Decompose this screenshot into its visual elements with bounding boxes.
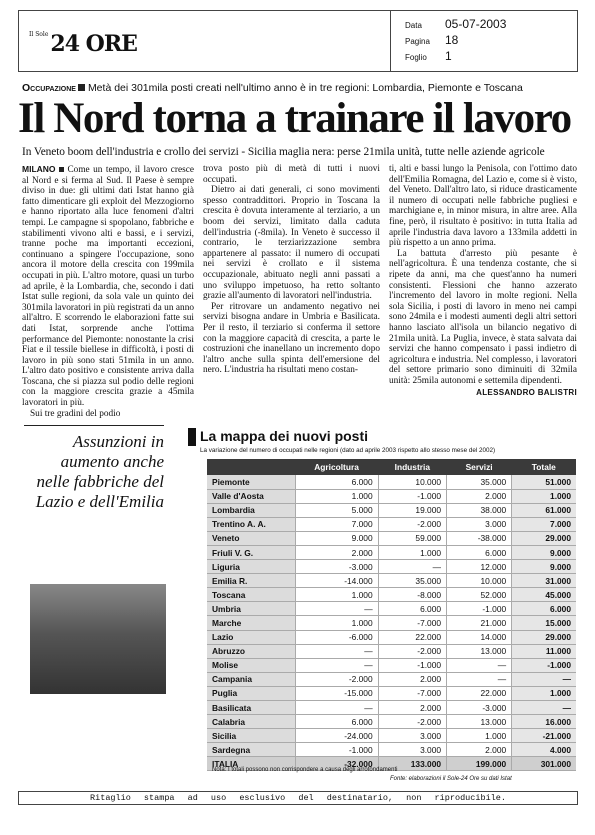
value-cell: 13.000 <box>447 644 512 658</box>
article-subhead: In Veneto boom dell'industria e crollo dei servizi - Sicilia maglia nera: perse 21mila unità, tutte nelle aziende agricole <box>22 146 545 158</box>
column-2-paragraph-1: trova posto più di metà di tutti i nuovi occupati. <box>203 164 380 185</box>
logo-small-text: Il Sole <box>29 31 49 38</box>
total-cell: 15.000 <box>512 616 576 630</box>
date-label: Data <box>405 21 422 30</box>
total-cell: 9.000 <box>512 560 576 574</box>
total-cell: 16.000 <box>512 715 576 729</box>
value-cell: 2.000 <box>447 489 512 503</box>
value-cell: -6.000 <box>295 630 378 644</box>
value-cell: 10.000 <box>447 574 512 588</box>
value-cell: -2.000 <box>378 517 446 531</box>
article-column-3 <box>389 164 577 399</box>
value-cell: 1.000 <box>295 616 378 630</box>
region-cell: Lazio <box>207 630 295 644</box>
factory-photo <box>30 584 166 694</box>
region-cell: Molise <box>207 658 295 672</box>
table-row <box>207 503 576 517</box>
total-cell: 301.000 <box>512 757 576 771</box>
total-cell: 4.000 <box>512 743 576 757</box>
value-cell: -1.000 <box>378 658 446 672</box>
value-cell: 9.000 <box>295 531 378 545</box>
value-cell: -2.000 <box>295 672 378 686</box>
total-cell: 6.000 <box>512 602 576 616</box>
table-title-bar-icon <box>188 428 196 446</box>
value-cell: -7.000 <box>378 616 446 630</box>
total-cell: 45.000 <box>512 588 576 602</box>
table-row <box>207 729 576 743</box>
column-2-paragraph-3: Per ritrovare un andamento negativo nei servizi bisogna andare in Umbria e Basilicata. Per il resto, il terziario si conferma il settore con la maggiore capacità di crescita, a parte le costruzioni che inanellano un incremento dopo l'altro anche sulla spinta dell'emersione del nero. L'industria ha risultati meno costan- <box>203 301 380 376</box>
region-cell: Emilia R. <box>207 574 295 588</box>
table-row <box>207 658 576 672</box>
value-cell: 199.000 <box>447 757 512 771</box>
region-cell: Puglia <box>207 686 295 700</box>
value-cell: -38.000 <box>447 531 512 545</box>
table-subtitle: La variazione del numero di occupati nelle regioni (dato ad aprile 2003 rispetto allo stesso mese del 2002) <box>200 447 496 454</box>
value-cell: 6.000 <box>447 545 512 559</box>
table-note: Nota: I totali possono non corrispondere a causa degli arrotondamenti <box>212 767 398 773</box>
pull-quote-rule <box>24 425 164 426</box>
table-row <box>207 517 576 531</box>
value-cell: 10.000 <box>378 475 446 489</box>
header-servizi: Servizi <box>447 459 512 475</box>
table-row <box>207 644 576 658</box>
value-cell: 1.000 <box>295 489 378 503</box>
value-cell: -8.000 <box>378 588 446 602</box>
clipping-meta <box>405 17 506 65</box>
header-agricoltura: Agricoltura <box>295 459 378 475</box>
value-cell: 133.000 <box>378 757 446 771</box>
table-row <box>207 672 576 686</box>
total-cell: -1.000 <box>512 658 576 672</box>
value-cell: 2.000 <box>447 743 512 757</box>
column-1-paragraph-1 <box>22 164 194 409</box>
value-cell: 59.000 <box>378 531 446 545</box>
value-cell: 6.000 <box>295 475 378 489</box>
table-row <box>207 715 576 729</box>
value-cell: 21.000 <box>447 616 512 630</box>
page-value: 18 <box>445 33 459 47</box>
value-cell: 35.000 <box>378 574 446 588</box>
date-value: 05-07-2003 <box>445 17 507 31</box>
value-cell: 52.000 <box>447 588 512 602</box>
value-cell: 3.000 <box>447 517 512 531</box>
article-column-1 <box>22 164 194 419</box>
page-label: Pagina <box>405 37 430 46</box>
value-cell: -3.000 <box>447 701 512 715</box>
table-row <box>207 489 576 503</box>
value-cell: -1.000 <box>295 743 378 757</box>
value-cell: -2.000 <box>378 644 446 658</box>
value-cell: 35.000 <box>447 475 512 489</box>
total-cell: 9.000 <box>512 545 576 559</box>
table-row <box>207 686 576 700</box>
value-cell: 14.000 <box>447 630 512 644</box>
value-cell: 3.000 <box>378 743 446 757</box>
value-cell: — <box>295 644 378 658</box>
value-cell: -7.000 <box>378 686 446 700</box>
total-cell: 61.000 <box>512 503 576 517</box>
total-cell: 31.000 <box>512 574 576 588</box>
table-row <box>207 560 576 574</box>
dateline: MILANO <box>22 164 56 174</box>
table-row <box>207 630 576 644</box>
value-cell: 3.000 <box>378 729 446 743</box>
table-row <box>207 574 576 588</box>
region-cell: Basilicata <box>207 701 295 715</box>
total-cell: 11.000 <box>512 644 576 658</box>
region-cell: Lombardia <box>207 503 295 517</box>
table-row <box>207 701 576 715</box>
value-cell: -3.000 <box>295 560 378 574</box>
column-2-paragraph-2: Dietro ai dati generali, ci sono movimenti spesso contraddittori. Proprio in Toscana la crescita è dovuta interamente al terziario, a un boom dei servizi, limitato dalla caduta dell'industria (-8mila). In Veneto è successo il contrario, le terziarizzazione sembra appartenere al passato: il numero di occupati nei servizi è crollato e il sistema occupazionale, abituato negli anni passati a uno sviluppo impetuoso, ha retto soltanto grazie all'aumento di lavoratori nell'industria. <box>203 185 380 302</box>
value-cell: — <box>295 658 378 672</box>
value-cell: 7.000 <box>295 517 378 531</box>
value-cell: 22.000 <box>378 630 446 644</box>
total-cell: — <box>512 701 576 715</box>
region-cell: Sicilia <box>207 729 295 743</box>
value-cell: 2.000 <box>295 545 378 559</box>
meta-date-row <box>405 17 506 33</box>
table-title: La mappa dei nuovi posti <box>200 428 369 444</box>
region-cell: Veneto <box>207 531 295 545</box>
value-cell: -1.000 <box>378 489 446 503</box>
header-region <box>207 459 295 475</box>
value-cell: 1.000 <box>295 588 378 602</box>
header-totale: Totale <box>512 459 576 475</box>
total-cell: 51.000 <box>512 475 576 489</box>
table-source: Fonte: elaborazioni il Sole-24 Ore su dati Istat <box>390 776 512 782</box>
meta-sheet-row <box>405 49 506 65</box>
value-cell: — <box>447 672 512 686</box>
region-cell: Abruzzo <box>207 644 295 658</box>
total-cell: 1.000 <box>512 686 576 700</box>
table-row <box>207 531 576 545</box>
square-bullet-icon <box>78 84 85 91</box>
total-cell: -21.000 <box>512 729 576 743</box>
total-cell: — <box>512 672 576 686</box>
table-row <box>207 588 576 602</box>
article-kicker <box>22 82 582 94</box>
value-cell: -14.000 <box>295 574 378 588</box>
total-cell: 29.000 <box>512 531 576 545</box>
value-cell: 6.000 <box>295 715 378 729</box>
region-cell: Piemonte <box>207 475 295 489</box>
value-cell: -15.000 <box>295 686 378 700</box>
region-cell: Valle d'Aosta <box>207 489 295 503</box>
table-row <box>207 545 576 559</box>
meta-page-row <box>405 33 506 49</box>
region-cell: Toscana <box>207 588 295 602</box>
table-row <box>207 743 576 757</box>
value-cell: 1.000 <box>447 729 512 743</box>
region-cell: ITALIA <box>207 757 295 771</box>
value-cell: — <box>295 701 378 715</box>
kicker-text: Metà dei 301mila posti creati nell'ultimo anno è in tre regioni: Lombardia, Piemonte e Toscana <box>87 82 523 94</box>
total-cell: 1.000 <box>512 489 576 503</box>
column-3-paragraph-1: ti, alti e bassi lungo la Penisola, con l'ottimo dato dell'Emilia Romagna, del Lazio e, come si è visto, del Veneto. Dall'altro lato, si riduce drasticamente il numero di occupati nelle fabbriche pugliesi e marchigiane e, in minor misura, in altre aree. Alla fine, però, il risultato è positivo: in tutta Italia ad aprile l'industria dava lavoro a 133mila addetti in più rispetto a un anno prima. <box>389 164 577 249</box>
header-industria: Industria <box>378 459 446 475</box>
value-cell: 12.000 <box>447 560 512 574</box>
region-cell: Campania <box>207 672 295 686</box>
value-cell: 6.000 <box>378 602 446 616</box>
total-cell: 29.000 <box>512 630 576 644</box>
value-cell: 38.000 <box>447 503 512 517</box>
region-cell: Friuli V. G. <box>207 545 295 559</box>
region-cell: Liguria <box>207 560 295 574</box>
value-cell: — <box>295 602 378 616</box>
value-cell: -2.000 <box>378 715 446 729</box>
value-cell: 5.000 <box>295 503 378 517</box>
table-header-row <box>207 459 576 475</box>
square-bullet-icon <box>59 167 64 172</box>
value-cell: 13.000 <box>447 715 512 729</box>
employment-table <box>207 459 576 771</box>
pull-quote: Assunzioni in aumento anche nelle fabbriche del Lazio e dell'Emilia <box>35 432 164 511</box>
total-cell: 7.000 <box>512 517 576 531</box>
value-cell: — <box>378 560 446 574</box>
value-cell: — <box>447 658 512 672</box>
column-1-text-1: Come un tempo, il lavoro cresce al Nord e si ferma al Sud. Il Paese è sempre diviso in due: gli ultimi dati Istat hanno già fatto dimenticare gli exploit del Mezzogiorno e hanno riportato alla luce fenomeni d'altri tempi. Le campagne si spopolano, fabbriche e stabilimenti vivono alti e bassi, e i servizi, tranne poche ma importanti eccezioni, continuano a spingere l'occupazione, sono ancora il motore della crescita con 199mila occupati in più. L'altro motore, quasi un turbo ad aprile, è la Lombardia, che, secondo i dati Istat sulle regioni, da sola vale un quinto dei 301mila lavoratori in più registrati da un anno all'altro. E scorrendo le elaborazioni fatte sui dati Istat, sorprende anche l'ottima performance del Piemonte: nonostante la crisi Fiat e il tessile biellese in difficoltà, i posti di lavoro in più sono stati 51mila in un anno. L'altro dato positivo e consistente arriva dalla Toscana, che si piazza sul podio delle regioni con la maggiore crescita grazie a 45mila lavoratori in più. <box>22 165 194 409</box>
newspaper-logo <box>29 31 137 57</box>
value-cell: 2.000 <box>378 701 446 715</box>
table-body <box>207 475 576 771</box>
column-1-paragraph-2: Sui tre gradini del podio <box>30 408 121 419</box>
column-3-paragraph-2: La battuta d'arresto più pesante è nell'agricoltura. È una tendenza costante, che si ripete da anni, ma che quest'anno ha numeri consistenti. Flessioni che hanno azzerato l'incremento del lavoro in molte regioni. Nella sola Sicilia, i posti di lavoro in meno nei campi sono 24mila e i modesti aumenti degli altri settori hanno lasciato all'isola un bilancio negativo di 21mila unità. La Puglia, invece, è stata salvata dai servizi che hanno compensato i passi indietro di agricoltura e industria. Nel complesso, i lavoratori del settore primario sono diminuiti di 32mila unità: 25mila autonomi e settemila dipendenti. <box>389 248 577 386</box>
value-cell: 22.000 <box>447 686 512 700</box>
clipping-footer: Ritaglio stampa ad uso esclusivo del destinatario, non riproducibile. <box>18 791 578 805</box>
value-cell: -32.000 <box>295 757 378 771</box>
region-cell: Trentino A. A. <box>207 517 295 531</box>
logo-text: 24 ORE <box>50 31 137 57</box>
masthead <box>18 10 578 72</box>
region-cell: Calabria <box>207 715 295 729</box>
article-byline: ALESSANDRO BALISTRI <box>476 388 577 398</box>
value-cell: 2.000 <box>378 672 446 686</box>
logo-cell <box>19 11 391 71</box>
region-cell: Sardegna <box>207 743 295 757</box>
value-cell: 1.000 <box>378 545 446 559</box>
sheet-label: Foglio <box>405 53 427 62</box>
kicker-tag: Occupazione <box>22 82 76 94</box>
value-cell: -1.000 <box>447 602 512 616</box>
sheet-value: 1 <box>445 49 452 63</box>
region-cell: Marche <box>207 616 295 630</box>
table-row <box>207 475 576 489</box>
table-row <box>207 602 576 616</box>
table-row <box>207 616 576 630</box>
article-column-2 <box>203 164 380 376</box>
value-cell: 19.000 <box>378 503 446 517</box>
article-headline: Il Nord torna a trainare il lavoro <box>18 95 571 142</box>
value-cell: -24.000 <box>295 729 378 743</box>
region-cell: Umbria <box>207 602 295 616</box>
